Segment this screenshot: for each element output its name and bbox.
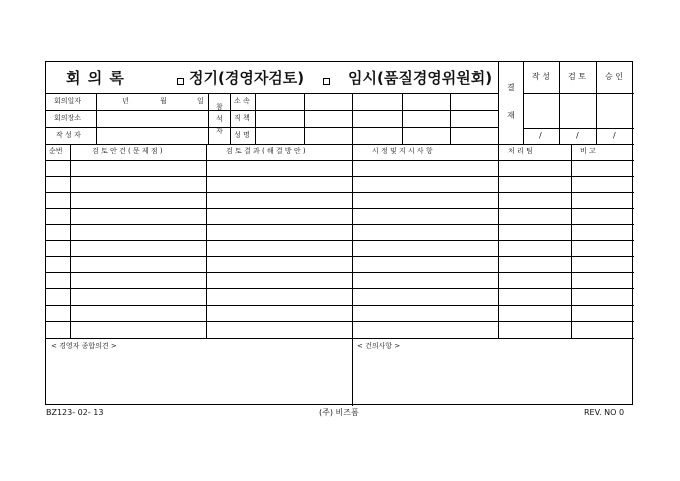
table-header-result: 검 토 결 과 ( 해 결 방 안 ) (226, 147, 306, 155)
revision-number: REV. NO 0 (584, 408, 625, 417)
form-title: 회 의 록 (66, 69, 125, 87)
col-divider (450, 93, 451, 144)
table-row (46, 160, 634, 161)
suggestions-label: < 건의사항 > (357, 342, 401, 350)
col-divider (230, 93, 231, 144)
meeting-date-label: 회의일자 (54, 97, 82, 105)
table-row (46, 208, 634, 209)
approval-divider (596, 62, 597, 144)
col-divider (304, 93, 305, 144)
approval-divider (523, 93, 634, 94)
writer-label: 작 성 자 (56, 131, 81, 139)
table-row (46, 321, 634, 322)
temporary-checkbox[interactable] (323, 72, 330, 88)
col-divider (352, 93, 353, 144)
attendee-field-department: 소 속 (234, 97, 250, 105)
attendee-field-name: 성 명 (234, 131, 250, 139)
table-header-no: 순번 (49, 147, 63, 155)
approval-header-approver: 승 인 (605, 72, 623, 81)
company-name: (주) 비즈폼 (319, 408, 359, 417)
approval-divider (559, 62, 560, 144)
table-header-remarks: 비 고 (580, 147, 596, 155)
meeting-date-year: 년 (122, 97, 129, 105)
row-divider (46, 93, 498, 94)
approval-date-mark: / (613, 131, 616, 140)
approval-header-writer: 작 성 (532, 72, 550, 81)
table-row (46, 176, 634, 177)
table-header-team: 처 리 팀 (508, 147, 533, 155)
row-divider (46, 110, 498, 111)
table-col-divider (70, 144, 71, 338)
table-row (46, 305, 634, 306)
table-row (46, 240, 634, 241)
approval-side-label: 재 (507, 111, 515, 120)
attendees-label: 자 (216, 127, 223, 135)
table-row (46, 256, 634, 257)
temporary-option-label: 임시(품질경영위원회) (348, 69, 493, 87)
table-row (46, 224, 634, 225)
table-row (46, 192, 634, 193)
col-divider (96, 93, 97, 144)
approval-divider (523, 128, 634, 129)
col-divider (208, 93, 209, 144)
meeting-date-month: 월 (160, 97, 167, 105)
table-header-instructions: 시 정 및 지 시 사 항 (372, 147, 433, 155)
table-col-divider (206, 144, 207, 338)
table-col-divider (352, 144, 353, 406)
meeting-date-day: 일 (197, 97, 204, 105)
table-col-divider (571, 144, 572, 338)
table-row (46, 272, 634, 273)
approval-divider (523, 62, 524, 144)
row-divider (46, 127, 498, 128)
executive-opinion-label: < 경영자 종합의견 > (51, 342, 117, 350)
attendees-label: 석 (216, 115, 223, 123)
attendees-label: 참 (216, 103, 223, 111)
table-col-divider (498, 144, 499, 338)
table-row (46, 288, 634, 289)
table-header-issue: 검 토 안 건 ( 문 제 점 ) (92, 147, 163, 155)
approval-side-label: 결 (507, 83, 515, 92)
approval-date-mark: / (539, 131, 542, 140)
row-divider (46, 144, 634, 145)
table-row (46, 338, 634, 339)
col-divider (255, 93, 256, 144)
regular-option-label: 정기(경영자검토) (189, 69, 305, 87)
attendee-field-position: 직 책 (234, 114, 250, 122)
regular-checkbox[interactable] (177, 72, 184, 88)
col-divider (402, 93, 403, 144)
meeting-place-label: 회의장소 (54, 114, 82, 122)
approval-header-reviewer: 검 토 (568, 72, 586, 81)
doc-code: BZ123- 02- 13 (46, 408, 104, 417)
meeting-minutes-form (45, 61, 633, 405)
approval-divider (498, 62, 499, 144)
approval-date-mark: / (576, 131, 579, 140)
